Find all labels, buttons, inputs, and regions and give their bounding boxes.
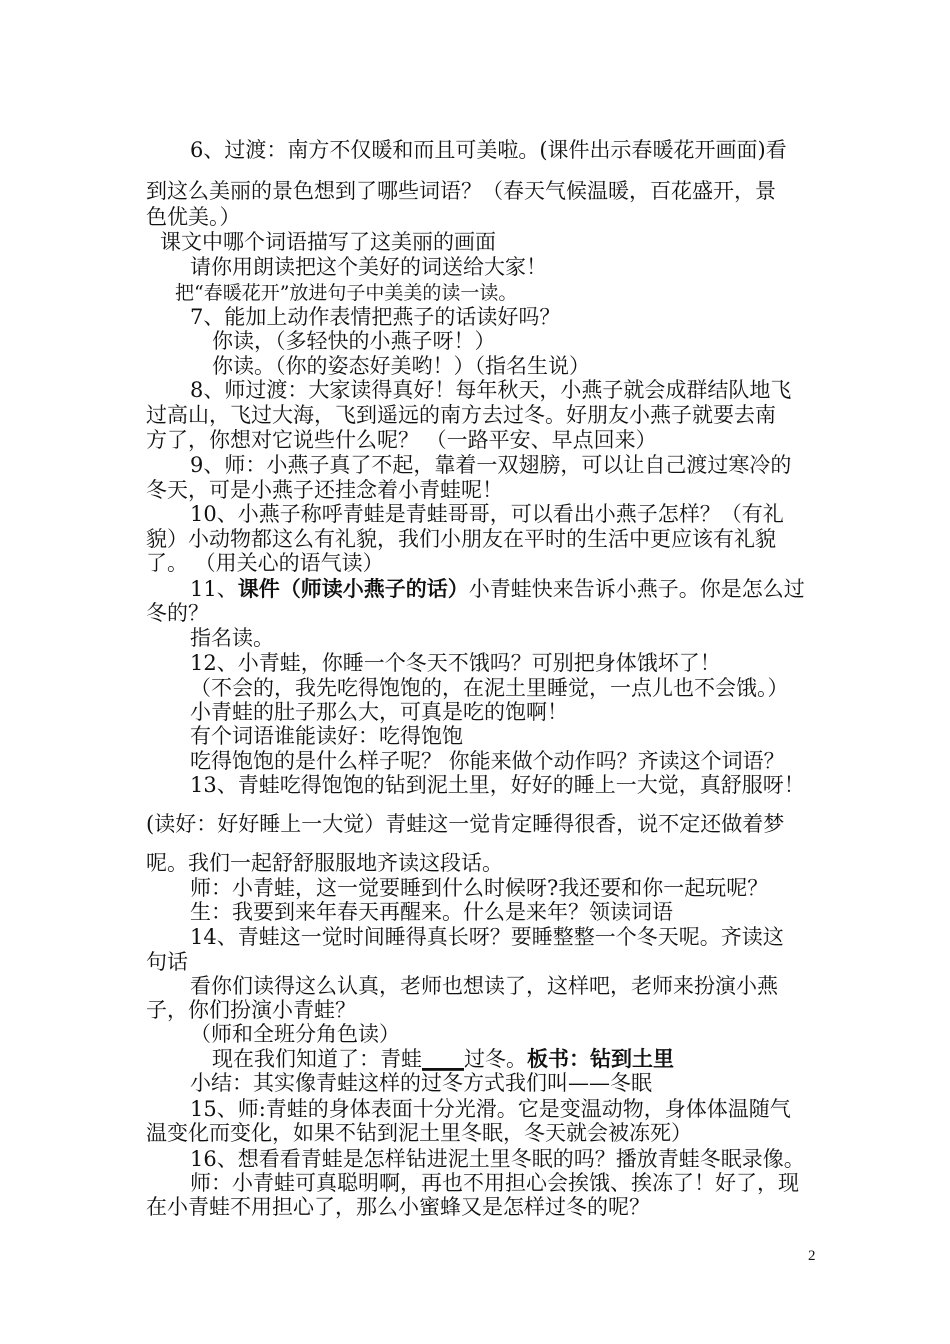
text-line: 9、师：小燕子真了不起，靠着一双翅膀，可以让自己渡过寒冷的 [190,453,792,477]
text-line: 子，你们扮演小青蛙？ [146,998,356,1022]
text-line: 貌）小动物都这么有礼貌，我们小朋友在平时的生活中更应该有礼貌 [146,527,776,551]
text-line: 7、能加上动作表情把燕子的话读好吗？ [190,305,561,329]
text-line: 13、青蛙吃得饱饱的钻到泥土里，好好的睡上一大觉，真舒服呀！ [190,773,805,797]
text-line: 冬的？ [146,601,209,625]
text-line: (读好：好好睡上一大觉）青蛙这一觉肯定睡得很香，说不定还做着梦 [146,812,785,836]
text-line: 了。 （用关心的语气读） [146,551,384,575]
text-line: 课文中哪个词语描写了这美丽的画面 [160,230,496,254]
text-line: 15、师:青蛙的身体表面十分光滑。它是变温动物，身体体温随气 [190,1097,791,1121]
bold-text: 课件（师读小燕子的话） [237,576,469,601]
text-line: 12、小青蛙，你睡一个冬天不饿吗？可别把身体饿坏了！ [190,651,721,675]
text-line: 16、想看看青蛙是怎样钻进泥土里冬眠的吗？播放青蛙冬眠录像。 [190,1147,805,1171]
text-line: 吃得饱饱的是什么样子呢？ 你能来做个动作吗？齐读这个词语？ [190,749,785,773]
text-line: 过高山，飞过大海，飞到遥远的南方去过冬。好朋友小燕子就要去南 [146,403,776,427]
text-line: 到这么美丽的景色想到了哪些词语？（春天气候温暖，百花盛开，景 [146,179,776,203]
text-line [190,576,805,602]
text-line: 指名读。 [190,626,274,650]
text-line: 请你用朗读把这个美好的词送给大家！ [190,255,547,279]
text-line: 14、青蛙这一觉时间睡得真长呀？要睡整整一个冬天呢。齐读这 [190,925,784,949]
blackboard-note: 板书：钻到土里 [527,1047,674,1071]
text-line: 把“春暖花开”放进句子中美美的读一读。 [175,282,518,304]
text-line [212,1046,674,1072]
text-line: （师和全班分角色读） [190,1022,400,1046]
text-line: 你读。（你的姿态好美哟！）（指名生说） [212,354,590,378]
text-line: 8、师过渡：大家读得真好！每年秋天，小燕子就会成群结队地飞 [190,378,792,402]
text-line: 小结：其实像青蛙这样的过冬方式我们叫——冬眠 [190,1071,652,1095]
line-text: 过冬。 [464,1047,527,1071]
text-line: 在小青蛙不用担心了，那么小蜜蜂又是怎样过冬的呢？ [146,1195,650,1219]
line-text: 小青蛙快来告诉小燕子。你是怎么过 [468,577,805,601]
fill-blank: ____ [422,1047,464,1071]
text-line: 看你们读得这么认真，老师也想读了，这样吧，老师来扮演小燕 [190,974,778,998]
text-line: 句话 [146,950,188,974]
text-line: 生：我要到来年春天再醒来。什么是来年？领读词语 [190,900,673,924]
text-line: 温变化而变化，如果不钻到泥土里冬眠，冬天就会被冻死） [146,1121,692,1145]
page-number: 2 [808,1248,816,1264]
text-line: 方了，你想对它说些什么呢？ （一路平安、早点回来） [146,428,657,452]
text-line: 师：小青蛙可真聪明啊，再也不用担心会挨饿、挨冻了！好了，现 [190,1171,799,1195]
text-line: （不会的，我先吃得饱饱的，在泥土里睡觉，一点儿也不会饿。） [190,676,789,700]
text-line: 有个词语谁能读好：吃得饱饱 [190,724,463,748]
text-line: 小青蛙的肚子那么大，可真是吃的饱啊！ [190,700,568,724]
text-line: 师：小青蛙，这一觉要睡到什么时候呀?我还要和你一起玩呢？ [190,876,769,900]
line-text: 现在我们知道了：青蛙 [212,1047,422,1071]
text-line: 呢。我们一起舒舒服服地齐读这段话。 [146,851,503,875]
line-number: 11、 [190,577,238,601]
text-line: 冬天，可是小燕子还挂念着小青蛙呢！ [146,478,503,502]
text-line: 你读，（多轻快的小燕子呀！） [212,329,496,353]
text-line: 6、过渡：南方不仅暖和而且可美啦。(课件出示春暖花开画面)看 [190,138,787,162]
text-line: 10、小燕子称呼青蛙是青蛙哥哥，可以看出小燕子怎样？（有礼 [190,502,784,526]
text-line: 色优美。） [146,205,241,229]
